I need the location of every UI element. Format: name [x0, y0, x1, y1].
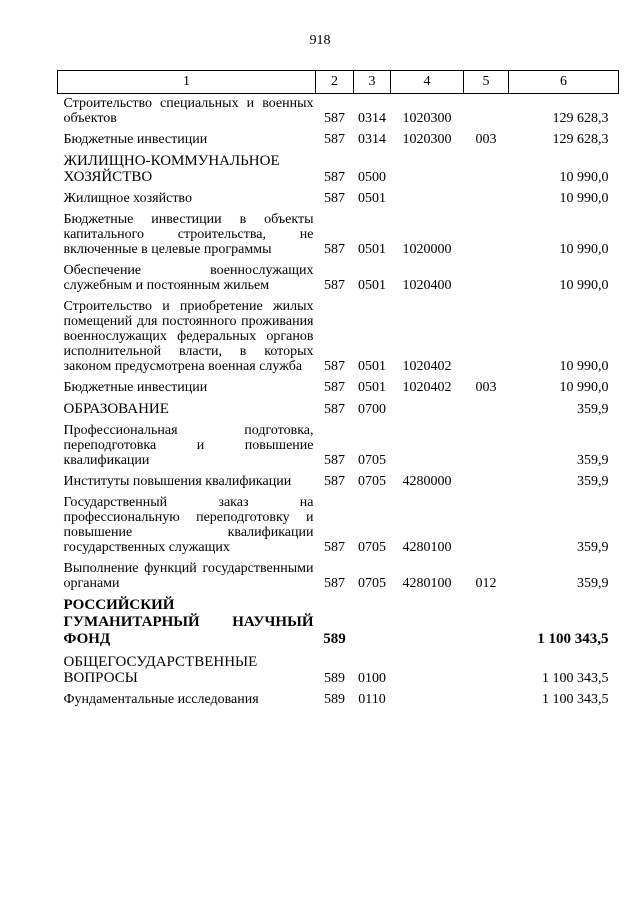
table-row	[58, 417, 619, 468]
row-col4-cell	[391, 591, 464, 648]
row-col4-cell: 1020402	[402, 380, 452, 395]
row-col3-cell: 0110	[358, 692, 386, 707]
row-col2-cell: 589	[323, 631, 346, 647]
row-name-text: ОБЩЕГОСУДАРСТВЕННЫЕ ВОПРОСЫ	[63, 654, 258, 686]
row-name-text: Профессиональная подготовка, переподготовка и повышение квалификации	[63, 423, 314, 468]
row-amount-cell: 1 100 343,5	[542, 671, 609, 686]
row-col5-cell	[464, 489, 509, 555]
row-name-cell	[58, 185, 316, 206]
table-body	[58, 94, 619, 708]
row-amount-cell: 10 990,0	[559, 170, 609, 185]
row-col3-cell: 0314	[358, 111, 386, 126]
table-row	[58, 489, 619, 555]
row-col3-cell: 0100	[358, 671, 386, 686]
row-name-cell	[58, 686, 316, 707]
header-row	[58, 71, 619, 94]
row-col4-cell: 1020000	[402, 242, 452, 257]
row-col2-cell: 587	[324, 474, 345, 489]
row-col3-cell: 0501	[358, 359, 386, 374]
row-col5-cell: 003	[475, 132, 497, 147]
column-header-3: 3	[354, 71, 391, 94]
row-col2-cell: 587	[324, 576, 345, 591]
row-col2-cell: 587	[324, 170, 345, 185]
row-col5-cell: 003	[475, 380, 497, 395]
row-name-cell	[58, 591, 316, 648]
row-col5-cell	[464, 686, 509, 707]
table-row	[58, 206, 619, 257]
row-amount-cell: 129 628,3	[552, 111, 609, 126]
row-col3-cell: 0705	[358, 474, 386, 489]
row-name-text: Выполнение функций государственными органами	[63, 561, 314, 591]
row-col2-cell: 587	[324, 359, 345, 374]
row-name-cell	[58, 555, 316, 591]
row-col4-cell: 1020400	[402, 278, 452, 293]
row-col5-cell	[464, 94, 509, 127]
row-amount-cell: 1 100 343,5	[542, 692, 609, 707]
row-col4-cell	[391, 147, 464, 185]
row-name-text: Институты повышения квалификации	[63, 474, 292, 489]
table-row	[58, 555, 619, 591]
row-name-text: Жилищное хозяйство	[63, 191, 192, 206]
row-name-cell	[58, 489, 316, 555]
row-name-text: Фундаментальные исследования	[63, 692, 259, 707]
row-col2-cell: 587	[324, 132, 345, 147]
row-col5-cell	[464, 206, 509, 257]
row-col2-cell: 587	[324, 540, 345, 555]
row-col5-cell: 012	[475, 576, 497, 591]
row-col4-cell: 1020300	[402, 132, 452, 147]
row-col2-cell: 589	[324, 692, 345, 707]
row-col2-cell: 587	[324, 453, 345, 468]
row-col2-cell: 587	[324, 111, 345, 126]
row-name-text: Бюджетные инвестиции	[63, 132, 208, 147]
row-col2-cell: 587	[324, 242, 345, 257]
row-col2-cell: 589	[324, 671, 345, 686]
row-col3-cell: 0700	[358, 402, 386, 417]
row-amount-cell: 10 990,0	[559, 278, 609, 293]
row-col3-cell: 0705	[358, 540, 386, 555]
table-row	[58, 185, 619, 206]
row-col3-cell: 0500	[358, 170, 386, 185]
row-amount-cell: 359,9	[577, 453, 609, 468]
row-col2-cell: 587	[324, 191, 345, 206]
row-name-cell	[58, 257, 316, 293]
table-row	[58, 468, 619, 489]
row-col4-cell	[391, 395, 464, 417]
row-amount-cell: 1 100 343,5	[537, 631, 609, 647]
row-col4-cell: 1020300	[402, 111, 452, 126]
row-col3-cell: 0501	[358, 242, 386, 257]
row-col5-cell	[464, 648, 509, 686]
column-header-2: 2	[316, 71, 354, 94]
row-name-text: ОБРАЗОВАНИЕ	[63, 401, 169, 417]
table-row	[58, 147, 619, 185]
table-row	[58, 686, 619, 707]
table-row	[58, 293, 619, 374]
row-amount-cell: 10 990,0	[559, 359, 609, 374]
row-name-cell	[58, 293, 316, 374]
table-row	[58, 591, 619, 648]
row-col5-cell	[464, 257, 509, 293]
row-col3-cell	[354, 591, 391, 648]
row-col4-cell: 4280100	[402, 576, 452, 591]
row-amount-cell: 359,9	[577, 402, 609, 417]
row-col3-cell: 0705	[358, 576, 386, 591]
row-col5-cell	[464, 395, 509, 417]
row-col3-cell: 0501	[358, 191, 386, 206]
row-name-cell	[58, 94, 316, 127]
row-name-cell	[58, 417, 316, 468]
row-col5-cell	[464, 468, 509, 489]
row-name-text: Строительство специальных и военных объектов	[63, 96, 314, 126]
page-number: 918	[309, 33, 331, 48]
column-header-6: 6	[509, 71, 619, 94]
row-amount-cell: 359,9	[577, 576, 609, 591]
row-name-cell	[58, 395, 316, 417]
column-header-1: 1	[58, 71, 316, 94]
row-name-text: Бюджетные инвестиции	[63, 380, 208, 395]
row-col3-cell: 0501	[358, 278, 386, 293]
row-amount-cell: 10 990,0	[559, 242, 609, 257]
row-amount-cell: 129 628,3	[552, 132, 609, 147]
row-col4-cell: 4280000	[402, 474, 452, 489]
row-amount-cell: 359,9	[577, 540, 609, 555]
row-name-text: Строительство и приобретение жилых помещений для постоянного проживания военнослужащих федеральных органов исполнительной власти, в которых законом предусмотрена военная служба	[63, 299, 314, 374]
table-row	[58, 395, 619, 417]
row-col2-cell: 587	[324, 278, 345, 293]
row-col3-cell: 0501	[358, 380, 386, 395]
row-name-text: ЖИЛИЩНО-КОММУНАЛЬНОЕ ХОЗЯЙСТВО	[63, 153, 280, 185]
row-col5-cell	[464, 147, 509, 185]
row-col2-cell: 587	[324, 402, 345, 417]
row-col4-cell	[391, 648, 464, 686]
row-amount-cell: 359,9	[577, 474, 609, 489]
row-col3-cell: 0705	[358, 453, 386, 468]
row-col4-cell: 1020402	[402, 359, 452, 374]
row-name-cell	[58, 648, 316, 686]
column-header-5: 5	[464, 71, 509, 94]
row-col3-cell: 0314	[358, 132, 386, 147]
row-col2-cell: 587	[324, 380, 345, 395]
row-col5-cell	[464, 293, 509, 374]
row-name-cell	[58, 126, 316, 147]
row-col5-cell	[464, 417, 509, 468]
row-name-text: РОССИЙСКИЙ ГУМАНИТАРНЫЙ НАУЧНЫЙ ФОНД	[63, 597, 314, 647]
row-col4-cell: 4280100	[402, 540, 452, 555]
row-col4-cell	[391, 417, 464, 468]
row-name-text: Обеспечение военнослужащих служебным и постоянным жильем	[63, 263, 314, 293]
table-row	[58, 374, 619, 395]
table-row	[58, 94, 619, 127]
row-name-cell	[58, 206, 316, 257]
row-name-cell	[58, 374, 316, 395]
row-col5-cell	[464, 591, 509, 648]
table-row	[58, 126, 619, 147]
table-row	[58, 648, 619, 686]
row-col4-cell	[391, 185, 464, 206]
row-amount-cell: 10 990,0	[559, 380, 609, 395]
row-name-text: Государственный заказ на профессиональную переподготовку и повышение квалификации государственных служащих	[63, 495, 314, 555]
row-amount-cell: 10 990,0	[559, 191, 609, 206]
budget-table	[57, 70, 619, 707]
column-header-4: 4	[391, 71, 464, 94]
row-col4-cell	[391, 686, 464, 707]
row-name-cell	[58, 468, 316, 489]
row-col5-cell	[464, 185, 509, 206]
row-name-cell	[58, 147, 316, 185]
table-row	[58, 257, 619, 293]
row-name-text: Бюджетные инвестиции в объекты капитального строительства, не включенные в целевые программы	[63, 212, 314, 257]
